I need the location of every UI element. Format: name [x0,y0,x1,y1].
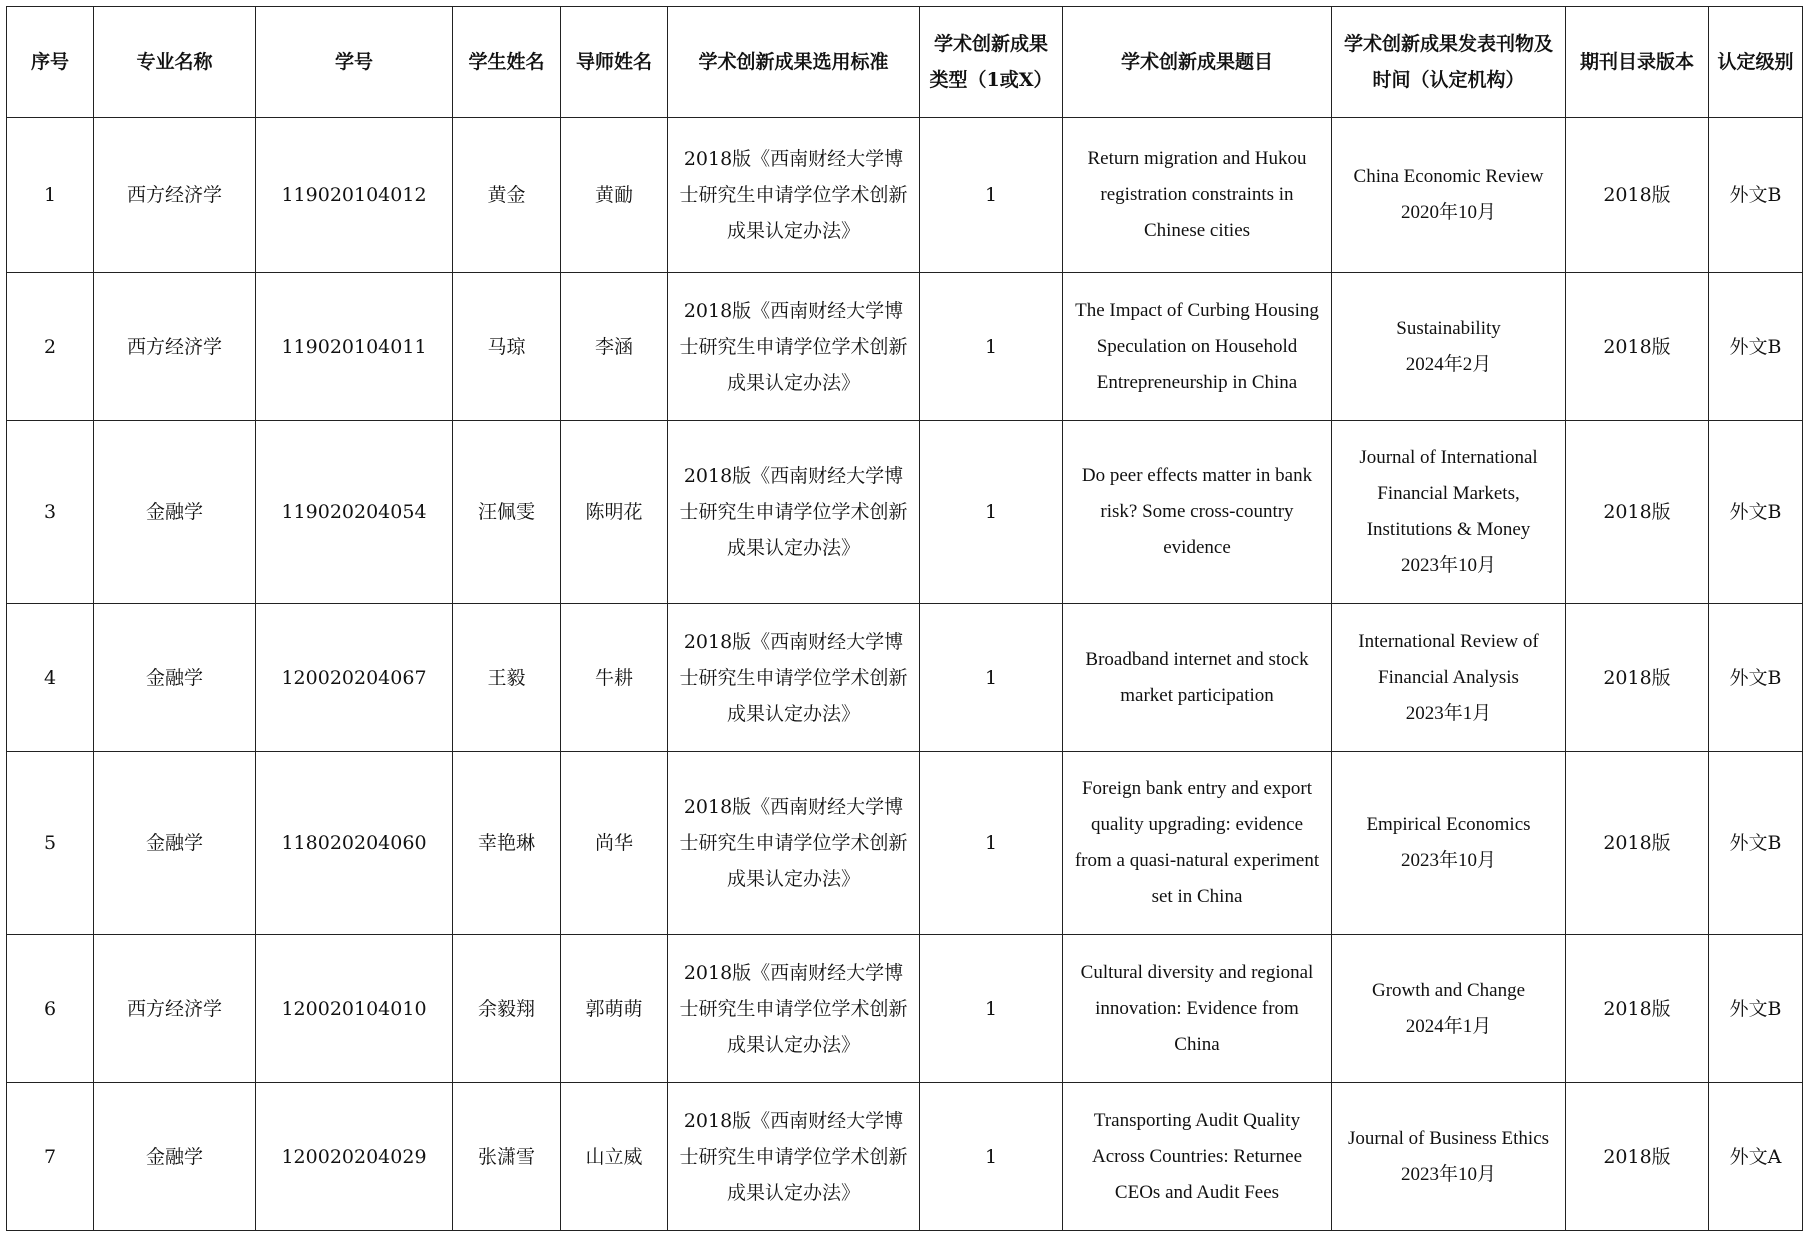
journal-date: 2020年10月 [1400,202,1496,223]
header-index: 序号 [7,7,94,118]
cell-type: 1 [920,604,1063,752]
table-body [7,118,1803,1231]
cell-journal [1332,935,1566,1083]
cell-student-name: 黄金 [453,118,561,273]
cell-advisor-name: 尚华 [561,752,668,935]
cell-level: 外文B [1709,935,1803,1083]
cell-student-id: 119020104011 [256,273,453,421]
cell-advisor-name: 李涵 [561,273,668,421]
cell-catalog: 2018版 [1566,273,1709,421]
header-type: 学术创新成果类型（1或X） [920,7,1063,118]
cell-student-name: 余毅翔 [453,935,561,1083]
journal-name: Growth and Change [1371,979,1526,1001]
cell-student-name: 王毅 [453,604,561,752]
cell-major: 西方经济学 [94,118,256,273]
cell-catalog: 2018版 [1566,118,1709,273]
cell-standard: 2018版《西南财经大学博士研究生申请学位学术创新成果认定办法》 [668,421,920,604]
header-student-id: 学号 [256,7,453,118]
cell-type: 1 [920,752,1063,935]
cell-standard: 2018版《西南财经大学博士研究生申请学位学术创新成果认定办法》 [668,118,920,273]
cell-advisor-name: 山立威 [561,1083,668,1231]
cell-title: Foreign bank entry and export quality upgrading: evidence from a quasi-natural experiment set in China [1063,752,1332,935]
cell-level: 外文B [1709,273,1803,421]
cell-student-id: 119020104012 [256,118,453,273]
table-row [7,604,1803,752]
cell-index: 7 [7,1083,94,1231]
cell-student-id: 119020204054 [256,421,453,604]
cell-standard: 2018版《西南财经大学博士研究生申请学位学术创新成果认定办法》 [668,273,920,421]
cell-type: 1 [920,935,1063,1083]
cell-index: 4 [7,604,94,752]
cell-standard: 2018版《西南财经大学博士研究生申请学位学术创新成果认定办法》 [668,935,920,1083]
cell-index: 2 [7,273,94,421]
cell-title: Broadband internet and stock market participation [1063,604,1332,752]
cell-index: 6 [7,935,94,1083]
header-catalog: 期刊目录版本 [1566,7,1709,118]
cell-type: 1 [920,273,1063,421]
header-title: 学术创新成果题目 [1063,7,1332,118]
header-student-name: 学生姓名 [453,7,561,118]
cell-student-id: 118020204060 [256,752,453,935]
cell-advisor-name: 牛耕 [561,604,668,752]
cell-title: Return migration and Hukou registration constraints in Chinese cities [1063,118,1332,273]
journal-date: 2023年10月 [1400,850,1496,871]
cell-catalog: 2018版 [1566,935,1709,1083]
cell-title: Do peer effects matter in bank risk? Some cross-country evidence [1063,421,1332,604]
cell-student-name: 汪佩雯 [453,421,561,604]
journal-date: 2023年1月 [1405,702,1492,724]
journal-name: Journal of Business Ethics [1347,1127,1550,1149]
header-journal: 学术创新成果发表刊物及时间（认定机构） [1332,7,1566,118]
cell-journal [1332,421,1566,604]
cell-level: 外文B [1709,421,1803,604]
cell-advisor-name: 郭萌萌 [561,935,668,1083]
table-row [7,935,1803,1083]
table-row [7,1083,1803,1231]
journal-name: International Review of Financial Analysis [1358,630,1539,688]
table-header [7,7,1803,118]
cell-level: 外文B [1709,604,1803,752]
cell-advisor-name: 黄勔 [561,118,668,273]
journal-date: 2023年10月 [1400,555,1496,576]
cell-journal [1332,273,1566,421]
journal-date: 2024年2月 [1405,353,1492,375]
journal-date: 2023年10月 [1400,1163,1496,1185]
cell-catalog: 2018版 [1566,1083,1709,1231]
cell-level: 外文B [1709,752,1803,935]
journal-name: Empirical Economics [1366,814,1531,835]
cell-journal [1332,1083,1566,1231]
cell-student-name: 马琼 [453,273,561,421]
journal-name: Sustainability [1396,317,1501,339]
header-standard: 学术创新成果选用标准 [668,7,920,118]
table-row [7,118,1803,273]
cell-major: 西方经济学 [94,935,256,1083]
cell-type: 1 [920,118,1063,273]
journal-date: 2024年1月 [1405,1015,1492,1037]
cell-level: 外文A [1709,1083,1803,1231]
table-row [7,752,1803,935]
cell-major: 金融学 [94,752,256,935]
cell-type: 1 [920,421,1063,604]
cell-index: 3 [7,421,94,604]
cell-level: 外文B [1709,118,1803,273]
journal-name: China Economic Review [1353,166,1544,187]
cell-student-id: 120020104010 [256,935,453,1083]
cell-index: 5 [7,752,94,935]
header-level: 认定级别 [1709,7,1803,118]
cell-student-id: 120020204029 [256,1083,453,1231]
cell-title: Cultural diversity and regional innovation: Evidence from China [1063,935,1332,1083]
cell-standard: 2018版《西南财经大学博士研究生申请学位学术创新成果认定办法》 [668,1083,920,1231]
header-major: 专业名称 [94,7,256,118]
cell-journal [1332,118,1566,273]
cell-title: The Impact of Curbing Housing Speculation on Household Entrepreneurship in China [1063,273,1332,421]
cell-major: 西方经济学 [94,273,256,421]
cell-major: 金融学 [94,1083,256,1231]
journal-name: Journal of International Financial Markets, Institutions & Money [1359,447,1538,540]
cell-student-name: 张潇雪 [453,1083,561,1231]
cell-catalog: 2018版 [1566,752,1709,935]
table-row [7,273,1803,421]
cell-major: 金融学 [94,421,256,604]
cell-journal [1332,752,1566,935]
cell-title: Transporting Audit Quality Across Countries: Returnee CEOs and Audit Fees [1063,1083,1332,1231]
cell-major: 金融学 [94,604,256,752]
cell-type: 1 [920,1083,1063,1231]
achievements-table [6,6,1803,1231]
table-row [7,421,1803,604]
cell-student-name: 幸艳琳 [453,752,561,935]
cell-catalog: 2018版 [1566,604,1709,752]
cell-journal [1332,604,1566,752]
cell-index: 1 [7,118,94,273]
header-row [7,7,1803,118]
header-advisor-name: 导师姓名 [561,7,668,118]
cell-student-id: 120020204067 [256,604,453,752]
cell-catalog: 2018版 [1566,421,1709,604]
cell-advisor-name: 陈明花 [561,421,668,604]
cell-standard: 2018版《西南财经大学博士研究生申请学位学术创新成果认定办法》 [668,752,920,935]
cell-standard: 2018版《西南财经大学博士研究生申请学位学术创新成果认定办法》 [668,604,920,752]
